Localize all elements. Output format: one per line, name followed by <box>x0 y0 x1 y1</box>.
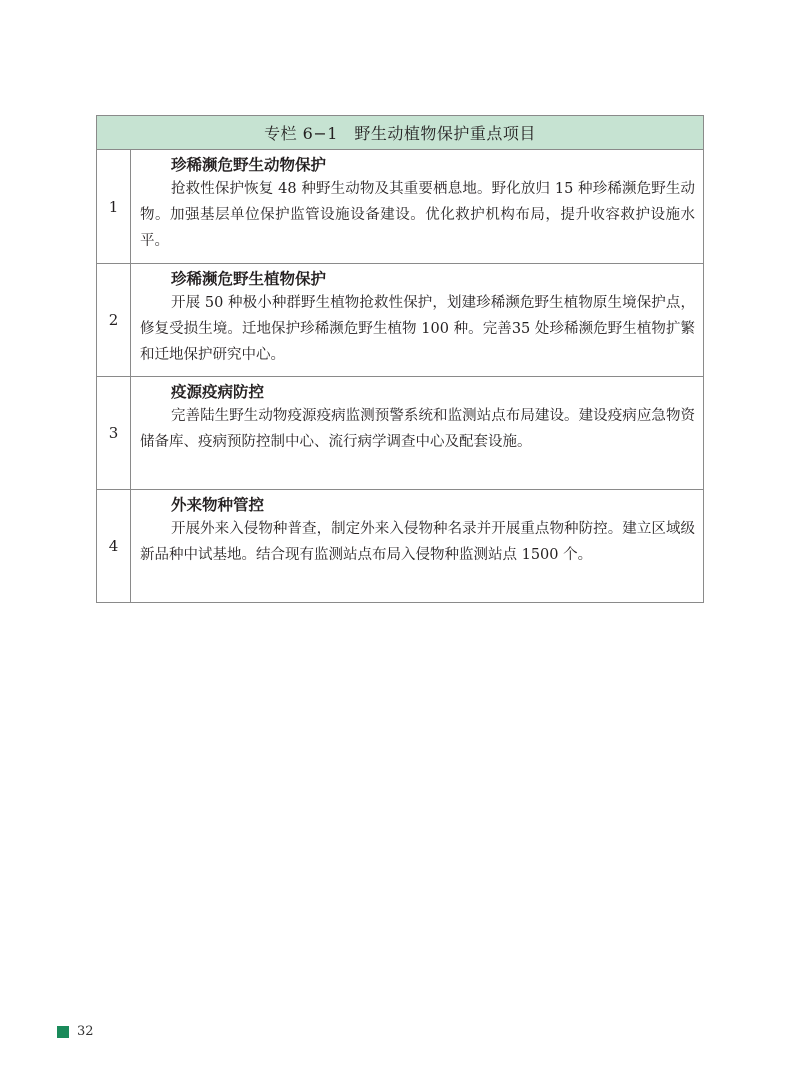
item-body: 完善陆生野生动物疫源疫病监测预警系统和监测站点布局建设。建设疫病应急物资储备库、疫病预防控制中心、流行病学调查中心及配套设施。 <box>140 408 695 450</box>
box-title: 专栏 6−1 野生动植物保护重点项目 <box>97 116 704 150</box>
item-content <box>131 377 704 490</box>
page-marker <box>57 1026 69 1038</box>
page-number: 32 <box>77 1024 94 1039</box>
item-heading: 珍稀濒危野生植物保护 <box>171 269 327 288</box>
item-heading: 外来物种管控 <box>171 495 265 514</box>
table-row <box>97 264 704 377</box>
item-content <box>131 490 704 603</box>
item-heading: 珍稀濒危野生动物保护 <box>171 155 327 174</box>
item-number: 2 <box>97 264 131 377</box>
table-row <box>97 150 704 264</box>
item-body: 抢救性保护恢复 48 种野生动物及其重要栖息地。野化放归 15 种珍稀濒危野生动物。加强基层单位保护监管设施设备建设。优化救护机构布局，提升收容救护设施水平。 <box>140 181 695 249</box>
item-heading: 疫源疫病防控 <box>171 382 265 401</box>
box-title-row <box>97 116 704 150</box>
item-body: 开展外来入侵物种普查，制定外来入侵物种名录并开展重点物种防控。建立区域级新品种中试基地。结合现有监测站点布局入侵物种监测站点 1500 个。 <box>140 521 695 563</box>
item-content <box>131 264 704 377</box>
item-body: 开展 50 种极小种群野生植物抢救性保护，划建珍稀濒危野生植物原生境保护点，修复受损生境。迁地保护珍稀濒危野生植物 100 种。完善35 处珍稀濒危野生植物扩繁和迁地保护研究中心。 <box>140 295 695 363</box>
item-number: 1 <box>97 150 131 264</box>
project-box-table <box>96 115 704 603</box>
item-number: 3 <box>97 377 131 490</box>
table-row <box>97 377 704 490</box>
table-row <box>97 490 704 603</box>
item-content <box>131 150 704 264</box>
page-footer <box>57 1024 94 1039</box>
item-number: 4 <box>97 490 131 603</box>
